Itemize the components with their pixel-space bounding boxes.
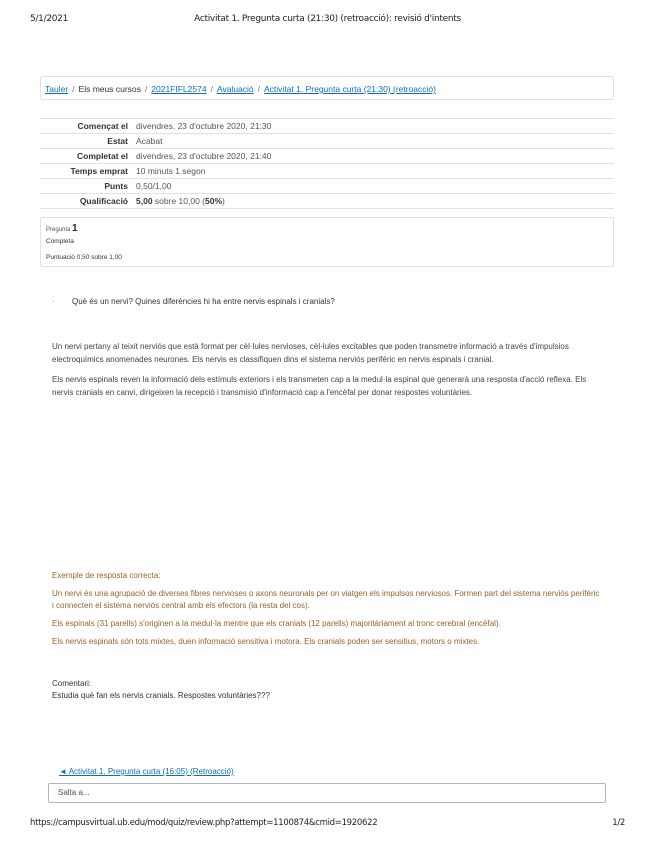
summary-value: divendres, 23 d'octubre 2020, 21:30 — [136, 121, 272, 131]
print-url: https://campusvirtual.ub.edu/mod/quiz/review.php?attempt=1100874&cmid=1920622 — [30, 818, 378, 828]
right-answer-heading: Exemple de resposta correcta: — [52, 571, 161, 580]
breadcrumb-separator: / — [144, 84, 148, 94]
summary-value: 0,50/1,00 — [136, 181, 172, 191]
breadcrumb — [40, 76, 614, 100]
question-prompt: Què és un nervi? Quines diferències hi ha entre nervis espinals i cranials? — [72, 297, 335, 306]
student-answer — [52, 340, 600, 406]
summary-value: Acabat — [136, 136, 163, 146]
comment-text: Estudia què fan els nervis cranials. Respostes voluntàries??? — [52, 691, 270, 700]
breadcrumb-separator: / — [210, 84, 213, 94]
breadcrumb-separator: / — [257, 84, 261, 94]
question-text — [52, 297, 335, 306]
grade-close: ) — [222, 196, 225, 206]
comment-block — [52, 678, 270, 702]
question-label: Pregunta — [46, 227, 71, 233]
summary-label: Punts — [104, 181, 128, 191]
right-answer — [52, 570, 600, 654]
right-answer-paragraph: Els nervis espinals són tots mixtes, duen informació sensitiva i motora. Els cranials poden ser sensitius, motors o mixtes. — [52, 637, 480, 646]
breadcrumb-section-link[interactable]: Avaluació — [216, 84, 254, 94]
summary-label: Començat el — [77, 121, 128, 131]
summary-row-completed — [40, 149, 614, 164]
comment-label: Comentari: — [52, 679, 92, 688]
print-title: Activitat 1. Pregunta curta (21:30) (retroacció): revisió d'intents — [194, 14, 461, 24]
breadcrumb-home-link[interactable]: Tauler — [45, 84, 69, 94]
summary-label: Completat el — [76, 151, 128, 161]
answer-paragraph: Un nervi pertany al teixit nerviós que està format per cèl·lules nervioses, cèl·lules excitables que poden transmetre informació a través d'impulsios electroquímics anomenades neurones. Els nervis es classifiquen dins el sistema nerviós perifèric en nervis espinals i cranial. — [52, 342, 569, 364]
summary-label: Estat — [107, 136, 128, 146]
summary-value — [132, 194, 614, 209]
previous-activity-link[interactable]: ◄ Activitat 1. Pregunta curta (16:05) (Retroacció) — [59, 767, 234, 776]
print-header — [30, 14, 625, 28]
summary-value: divendres, 23 d'octubre 2020, 21:40 — [136, 151, 272, 161]
summary-row-grade — [40, 194, 614, 209]
summary-row-time-taken — [40, 164, 614, 179]
grade-percent: 50% — [205, 196, 223, 206]
question-number — [46, 223, 608, 234]
grade-value: 5,00 — [136, 196, 153, 206]
question-info-box — [40, 217, 614, 267]
summary-label: Temps emprat — [70, 166, 128, 176]
breadcrumb-activity-link[interactable]: Activitat 1. Pregunta curta (21:30) (retroacció) — [264, 84, 436, 94]
summary-value: 10 minuts 1 segon — [136, 166, 206, 176]
summary-row-marks — [40, 179, 614, 194]
summary-label: Qualificació — [79, 196, 128, 206]
print-date: 5/1/2021 — [30, 14, 69, 24]
bullet-icon: · — [52, 297, 55, 306]
jump-to-select[interactable]: Salta a... — [48, 783, 606, 803]
summary-row-started — [40, 119, 614, 134]
question-state: Completa — [46, 238, 74, 245]
grade-out-of: sobre 10,00 ( — [154, 196, 206, 206]
right-answer-paragraph: Un nervi és una agrupació de diverses fibres nervioses o axons neuronals per on viatgen els impulsos nerviosos. Formen part del sistema nerviós perifèric i connecten el sistema nerviós central amb els efectors (la resta del cos). — [52, 589, 600, 610]
print-footer — [30, 818, 625, 830]
breadcrumb-my-courses: Els meus cursos — [78, 84, 141, 94]
breadcrumb-separator: / — [72, 84, 75, 94]
right-answer-paragraph: Els espinals (31 parells) s'originen a la medul·la mentre que els cranials (12 parells) majoritàriament al tronc cerebral (encèfal). — [52, 619, 501, 628]
answer-paragraph: Els nervis espinals reven la informació dels estímuls exteriors i els transmeten cap a la medul·la espinal que generarà una resposta d'acció reflexa. Els nervis cranials en canvi, dirigeixen la recepció i transmisió d'informació cap a l'encèfal per donar respostes voluntàries. — [52, 375, 587, 397]
summary-row-state — [40, 134, 614, 149]
breadcrumb-course-link[interactable]: 2021FIFL2574 — [151, 84, 207, 94]
attempt-summary-table — [40, 118, 614, 209]
print-page-number: 1/2 — [612, 818, 625, 828]
question-number-value: 1 — [72, 223, 78, 234]
question-grade: Puntuació 0,50 sobre 1,00 — [46, 254, 122, 261]
